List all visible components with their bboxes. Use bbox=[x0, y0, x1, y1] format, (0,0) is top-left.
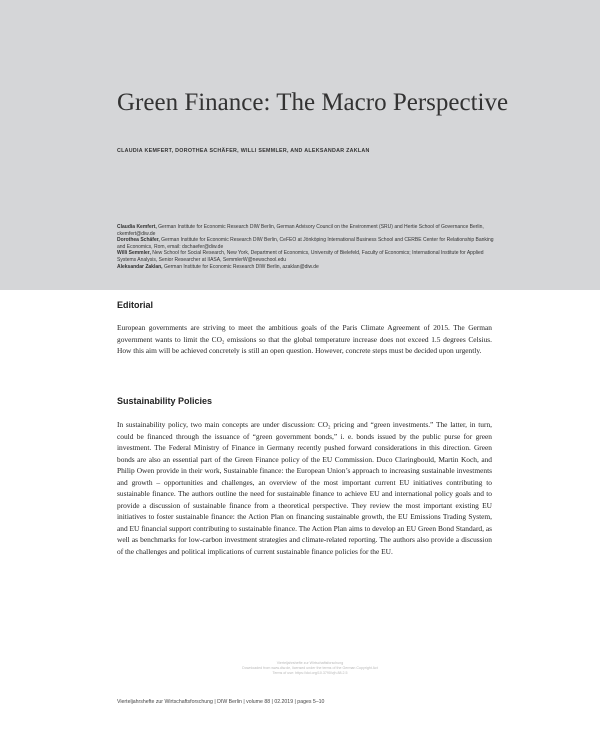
affiliation-name: Claudia Kemfert, bbox=[117, 224, 157, 230]
affiliation-text: German Institute for Economic Research DIW Berlin, CeFEO at Jönköping International Business School and CERBE Center for Relationship Banking and Economics, Rom, email: dschaefer@diw.de bbox=[117, 237, 494, 250]
author-list: CLAUDIA KEMFERT, DOROTHEA SCHÄFER, WILLI SEMMLER, AND ALEKSANDAR ZAKLAN bbox=[117, 148, 370, 154]
affiliation-item bbox=[117, 224, 502, 237]
watermark-line: Vierteljahrshefte zur Wirtschaftsforschung bbox=[276, 661, 344, 665]
affiliation-name: Willi Semmler, bbox=[117, 250, 151, 257]
affiliation-text: German Institute for Economic Research DIW Berlin, German Advisory Council on the Environment (SRU) and Hertie School of Governance Berlin, ckemfert@diw.de bbox=[117, 224, 484, 237]
watermark-line: Downloaded from www.diw.de, licensed under the terms of the German Copyright Act bbox=[242, 666, 378, 670]
affiliation-text: German Institute for Economic Research DIW Berlin, azaklan@diw.de bbox=[162, 263, 319, 270]
affiliation-name: Dorothea Schäfer, bbox=[117, 237, 160, 244]
page-footer: Vierteljahrshefte zur Wirtschaftsforschung | DIW Berlin | volume 88 | 02.2019 | pages 5–10 bbox=[117, 699, 325, 705]
affiliation-item bbox=[117, 264, 502, 271]
editorial-paragraph: European governments are striving to meet the ambitious goals of the Paris Climate Agreement of 2015. The German government wants to limit the CO₂ emissions so that the global temperature increase does not exceed 1.5 degrees Celsius. How this aim will be achieved concretely is still an open question. However, concrete steps must be decided upon urgently. bbox=[117, 323, 492, 355]
title-band bbox=[0, 0, 600, 290]
affiliation-item bbox=[117, 250, 502, 263]
sustainability-policies-paragraph: In sustainability policy, two main concepts are under discussion: CO₂ pricing and “green investments.” The latter, in turn, could be financed through the issuance of “green government bonds,” i. e. bonds issued by the public purse for green investment. The Federal Ministry of Finance in Germany recently pushed forward considerations in this direction. Green bonds are also an essential part of the Green Finance policy of the EU Commission. Duco Claringbould, Martin Koch, and Philip Owen provide in their work, Sustainable finance: the European Union’s approach to increasing sustainable investments and growth – opportunities and challenges, an overview of the most important current EU initiatives contributing to sustainable finance. The authors outline the need for sustainable finance to achieve EU and international policy goals and to provide a discussion of sustainable finance from a theoretical perspective. They review the most important existing EU initiatives to foster sustainable finance: the Action Plan on financing sustainable growth, the EU Emissions Trading System, and EU financial support contributing to sustainable finance. The Action Plan aims to develop an EU Green Bond Standard, as well as benchmarks for low-carbon investment strategies and climate-related reporting. The authors also provide a discussion of the challenges and political implications of current sustainable finance policies for the EU. bbox=[117, 420, 492, 556]
author-affiliations bbox=[117, 224, 502, 270]
article-title: Green Finance: The Macro Perspective bbox=[117, 89, 509, 116]
section-heading-sustainability-policies: Sustainability Policies bbox=[117, 396, 213, 406]
affiliation-item bbox=[117, 237, 502, 250]
section-heading-editorial: Editorial bbox=[117, 300, 154, 310]
affiliation-text: New School for Social Research, New York, Department of Economics, University of Bielefeld, Faculty of Economics; International Institute for Applied Systems Analysis, Senior Researcher at IIASA, SemmlerW@newschool.edu bbox=[117, 250, 484, 263]
download-watermark bbox=[180, 661, 440, 676]
watermark-line: Terms of use: https://doi.org/10.3790/vjh.88.2.5 bbox=[272, 671, 348, 675]
affiliation-name: Aleksandar Zaklan, bbox=[117, 263, 163, 270]
